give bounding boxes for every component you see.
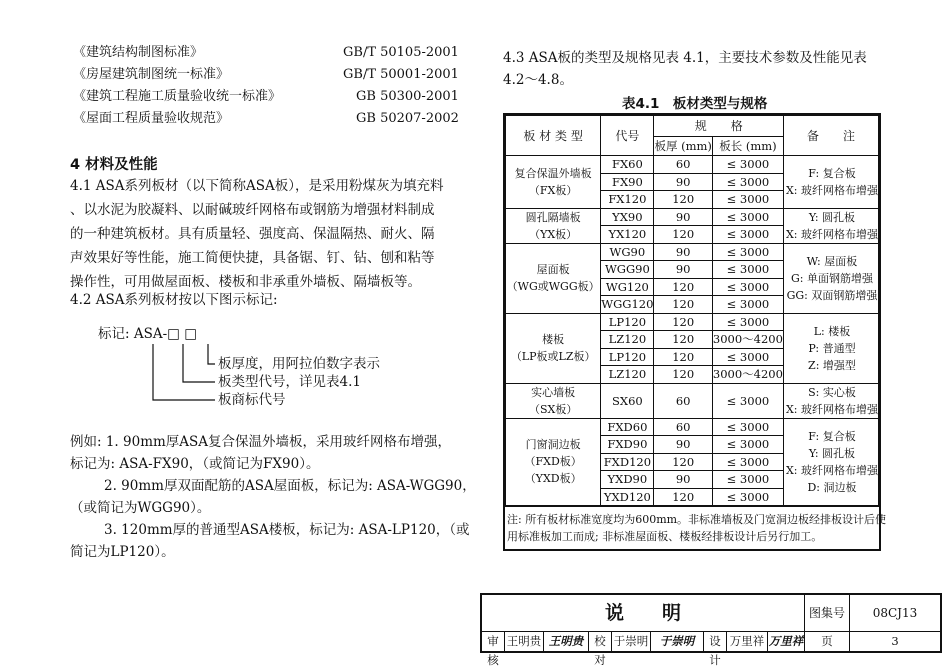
spec-table-frame bbox=[503, 113, 887, 551]
example-line: 例如: 1. 90mm厚ASA复合保温外墙板，采用玻纤网格布增强， bbox=[70, 434, 452, 450]
example-line: 简记为LP120）。 bbox=[70, 544, 175, 560]
header-remark: 备 注 bbox=[783, 116, 878, 156]
board-type-cell bbox=[506, 383, 601, 418]
code-cell: LZ120 bbox=[601, 331, 654, 349]
remark-line: X: 玻纤网格布增强 bbox=[785, 227, 878, 241]
code-cell: LZ120 bbox=[601, 366, 654, 384]
design-signature: 万里祥 bbox=[768, 632, 805, 651]
length-cell: ≤ 3000 bbox=[712, 191, 783, 209]
board-type-line: 屋面板 bbox=[536, 263, 570, 276]
length-cell: ≤ 3000 bbox=[712, 226, 783, 244]
board-type-line: 实心墙板 bbox=[531, 385, 576, 399]
remark-line: W: 屋面板 bbox=[806, 254, 858, 268]
check-label: 校对 bbox=[589, 632, 612, 651]
check-name: 于崇明 bbox=[612, 632, 651, 651]
standard-code: GB/T 50105-2001 bbox=[343, 45, 459, 60]
board-type-line: 门窗洞边板 bbox=[525, 438, 581, 452]
standard-name: 《建筑结构制图标准》 bbox=[73, 45, 204, 60]
board-type-line: （YXD板） bbox=[524, 472, 582, 486]
thickness-cell: 90 bbox=[654, 471, 712, 489]
thickness-cell: 90 bbox=[654, 208, 712, 226]
remark-line: GG: 双面钢筋增强 bbox=[786, 288, 878, 302]
length-cell: ≤ 3000 bbox=[712, 471, 783, 489]
length-cell: ≤ 3000 bbox=[712, 296, 783, 314]
example-line: 标记为: ASA-FX90，（或简记为FX90）。 bbox=[70, 456, 320, 472]
table-row bbox=[506, 313, 879, 331]
mark-leader-lines bbox=[145, 340, 215, 406]
signature-row bbox=[482, 632, 940, 667]
note-line: 注: 所有板材标准宽度均为600mm。非标准墙板及门宽洞边板经排板设计后使 bbox=[507, 513, 887, 526]
code-cell: WG90 bbox=[601, 243, 654, 261]
remark-line: X: 玻纤网格布增强 bbox=[785, 463, 878, 477]
text-line: 操作性，可用做屋面板、楼板和非承重外墙板、隔墙板等。 bbox=[70, 274, 421, 290]
remark-line: D: 洞边板 bbox=[807, 480, 857, 494]
code-cell: FX90 bbox=[601, 173, 654, 191]
table-title: 表4.1 板材类型与规格 bbox=[622, 96, 768, 112]
length-cell: ≤ 3000 bbox=[712, 488, 783, 506]
code-cell: YXD120 bbox=[601, 488, 654, 506]
thickness-cell: 60 bbox=[654, 383, 712, 418]
code-cell: WGG120 bbox=[601, 297, 654, 312]
title-block bbox=[480, 593, 942, 667]
standard-code: GB 50300-2001 bbox=[356, 89, 459, 104]
remark-line: Y: 圆孔板 bbox=[808, 446, 856, 460]
length-cell: ≤ 3000 bbox=[712, 208, 783, 226]
remark-cell bbox=[783, 418, 878, 506]
length-cell: ≤ 3000 bbox=[712, 383, 783, 418]
remark-line: X: 玻纤网格布增强 bbox=[785, 402, 878, 416]
board-type-line: （FX板） bbox=[528, 183, 578, 197]
table-row bbox=[506, 418, 879, 436]
text-line: 的一种建筑板材。具有质量轻、强度高、保温隔热、耐火、隔 bbox=[70, 226, 435, 242]
length-cell: 3000～4200 bbox=[712, 367, 783, 382]
code-cell: FXD60 bbox=[601, 418, 654, 436]
standard-name: 《屋面工程质量验收规范》 bbox=[73, 111, 230, 126]
table-row bbox=[506, 243, 879, 261]
atlas-label: 图集号 bbox=[805, 595, 850, 632]
intro-line: 4.2～4.8。 bbox=[503, 72, 573, 88]
code-cell: YX120 bbox=[601, 226, 654, 244]
thickness-cell: 90 bbox=[654, 243, 712, 261]
code-cell: FX60 bbox=[601, 156, 654, 174]
code-cell: LP120 bbox=[601, 313, 654, 331]
check-signature: 于崇明 bbox=[651, 632, 704, 651]
text-line: 声效果好等性能，施工简便快捷，具备锯、钉、钻、刨和粘等 bbox=[70, 250, 435, 266]
board-type-cell bbox=[506, 418, 601, 506]
remark-line: S: 实心板 bbox=[808, 385, 856, 399]
thickness-cell: 120 bbox=[654, 191, 712, 209]
remark-cell bbox=[783, 208, 878, 243]
mark-item: 板厚度，用阿拉伯数字表示 bbox=[218, 356, 380, 372]
mark-label: 标记: ASA-□ □ bbox=[98, 326, 197, 342]
remark-line: Y: 圆孔板 bbox=[808, 210, 856, 224]
length-cell: ≤ 3000 bbox=[712, 173, 783, 191]
mark-item: 板类型代号，详见表4.1 bbox=[218, 374, 361, 390]
table-row bbox=[506, 208, 879, 226]
drawing-title: 说 明 bbox=[604, 602, 681, 624]
standard-code: GB 50207-2002 bbox=[356, 111, 459, 126]
section-heading: 4 材料及性能 bbox=[70, 157, 158, 173]
board-type-line: （SX板） bbox=[528, 402, 578, 416]
length-cell: ≤ 3000 bbox=[712, 348, 783, 366]
intro-line: 4.3 ASA板的类型及规格见表 4.1，主要技术参数及性能见表 bbox=[503, 50, 867, 66]
paragraph-4-1 bbox=[70, 174, 450, 294]
remark-line: Z: 增强型 bbox=[808, 358, 856, 372]
page-number: 3 bbox=[891, 634, 899, 648]
review-label: 审核 bbox=[482, 632, 505, 651]
review-signature: 王明贵 bbox=[544, 632, 589, 651]
length-cell: ≤ 3000 bbox=[712, 436, 783, 454]
example-line: （或简记为WGG90）。 bbox=[70, 500, 211, 516]
code-cell: WGG90 bbox=[601, 261, 654, 279]
table-note bbox=[505, 506, 887, 549]
thickness-cell: 120 bbox=[654, 226, 712, 244]
length-cell: ≤ 3000 bbox=[712, 418, 783, 436]
length-cell: ≤ 3000 bbox=[712, 453, 783, 471]
example-line: 3. 120mm厚的普通型ASA楼板，标记为: ASA-LP120，（或 bbox=[104, 522, 470, 538]
example-line: 2. 90mm厚双面配筋的ASA屋面板，标记为: ASA-WGG90， bbox=[104, 478, 476, 494]
text-line: 4.1 ASA系列板材（以下简称ASA板），是采用粉煤灰为填充料 bbox=[70, 178, 444, 194]
header-code: 代号 bbox=[601, 116, 654, 156]
board-type-line: （WG或WGG板） bbox=[506, 280, 600, 293]
thickness-cell: 120 bbox=[654, 453, 712, 471]
thickness-cell: 120 bbox=[654, 278, 712, 296]
thickness-cell: 90 bbox=[654, 261, 712, 279]
board-type-cell bbox=[506, 243, 601, 313]
remark-cell bbox=[783, 313, 878, 383]
remark-line: L: 楼板 bbox=[813, 324, 851, 338]
remark-cell bbox=[783, 156, 878, 209]
spec-table bbox=[505, 115, 879, 506]
thickness-cell: 120 bbox=[654, 313, 712, 331]
page-label: 页 bbox=[805, 632, 850, 651]
board-type-line: 复合保温外墙板 bbox=[514, 166, 592, 180]
review-name: 王明贵 bbox=[505, 632, 544, 651]
thickness-cell: 120 bbox=[654, 296, 712, 314]
standard-code: GB/T 50001-2001 bbox=[343, 67, 459, 82]
length-cell: ≤ 3000 bbox=[712, 156, 783, 174]
header-spec: 规 格 bbox=[654, 116, 784, 137]
thickness-cell: 120 bbox=[654, 488, 712, 506]
table-row bbox=[506, 156, 879, 174]
remark-line: F: 复合板 bbox=[808, 166, 856, 180]
board-type-line: 圆孔隔墙板 bbox=[525, 210, 581, 224]
board-type-cell bbox=[506, 208, 601, 243]
header-type: 板 材 类 型 bbox=[506, 116, 601, 156]
code-cell: SX60 bbox=[601, 383, 654, 418]
remark-line: G: 单面钢筋增强 bbox=[790, 271, 873, 285]
header-thickness: 板厚 (mm) bbox=[654, 137, 712, 156]
length-cell: ≤ 3000 bbox=[712, 261, 783, 279]
board-type-line: （LP板或LZ板） bbox=[510, 350, 596, 363]
code-cell: YX90 bbox=[601, 208, 654, 226]
thickness-cell: 120 bbox=[654, 331, 712, 349]
code-cell: FX120 bbox=[601, 191, 654, 209]
text-line: 、以水泥为胶凝料、以耐碱玻纤网格布或钢筋为增强材料制成 bbox=[70, 202, 435, 218]
code-cell: YXD90 bbox=[601, 471, 654, 489]
remark-line: P: 普通型 bbox=[808, 341, 856, 355]
standard-name: 《建筑工程施工质量验收统一标准》 bbox=[73, 89, 282, 104]
code-cell: FXD90 bbox=[601, 436, 654, 454]
atlas-number: 08CJ13 bbox=[850, 595, 940, 632]
table-row bbox=[506, 383, 879, 418]
length-cell: ≤ 3000 bbox=[712, 313, 783, 331]
paragraph-4-2: 4.2 ASA系列板材按以下图示标记: bbox=[70, 292, 278, 308]
thickness-cell: 120 bbox=[654, 366, 712, 384]
length-cell: 3000～4200 bbox=[712, 332, 783, 347]
thickness-cell: 60 bbox=[654, 418, 712, 436]
board-type-line: （YX板） bbox=[529, 227, 578, 241]
board-type-cell bbox=[506, 156, 601, 209]
standard-name: 《房屋建筑制图统一标准》 bbox=[73, 67, 230, 82]
mark-item: 板商标代号 bbox=[218, 392, 286, 408]
thickness-cell: 90 bbox=[654, 173, 712, 191]
board-type-line: 楼板 bbox=[542, 333, 565, 346]
remark-line: X: 玻纤网格布增强 bbox=[785, 183, 878, 197]
code-cell: WG120 bbox=[601, 278, 654, 296]
remark-cell bbox=[783, 383, 878, 418]
board-type-line: （FXD板） bbox=[524, 455, 582, 469]
remark-line: F: 复合板 bbox=[808, 429, 856, 443]
length-cell: ≤ 3000 bbox=[712, 243, 783, 261]
board-type-cell bbox=[506, 313, 601, 383]
design-name: 万里祥 bbox=[727, 632, 768, 651]
length-cell: ≤ 3000 bbox=[712, 278, 783, 296]
design-label: 设计 bbox=[704, 632, 727, 651]
title-cell bbox=[482, 595, 805, 632]
header-length: 板长 (mm) bbox=[712, 137, 783, 156]
thickness-cell: 60 bbox=[654, 156, 712, 174]
code-cell: FXD120 bbox=[601, 453, 654, 471]
remark-cell bbox=[783, 243, 878, 313]
thickness-cell: 120 bbox=[654, 348, 712, 366]
note-line: 用标准板加工而成; 非标准屋面板、楼板经排板设计后另行加工。 bbox=[507, 530, 823, 543]
code-cell: LP120 bbox=[601, 348, 654, 366]
thickness-cell: 90 bbox=[654, 436, 712, 454]
